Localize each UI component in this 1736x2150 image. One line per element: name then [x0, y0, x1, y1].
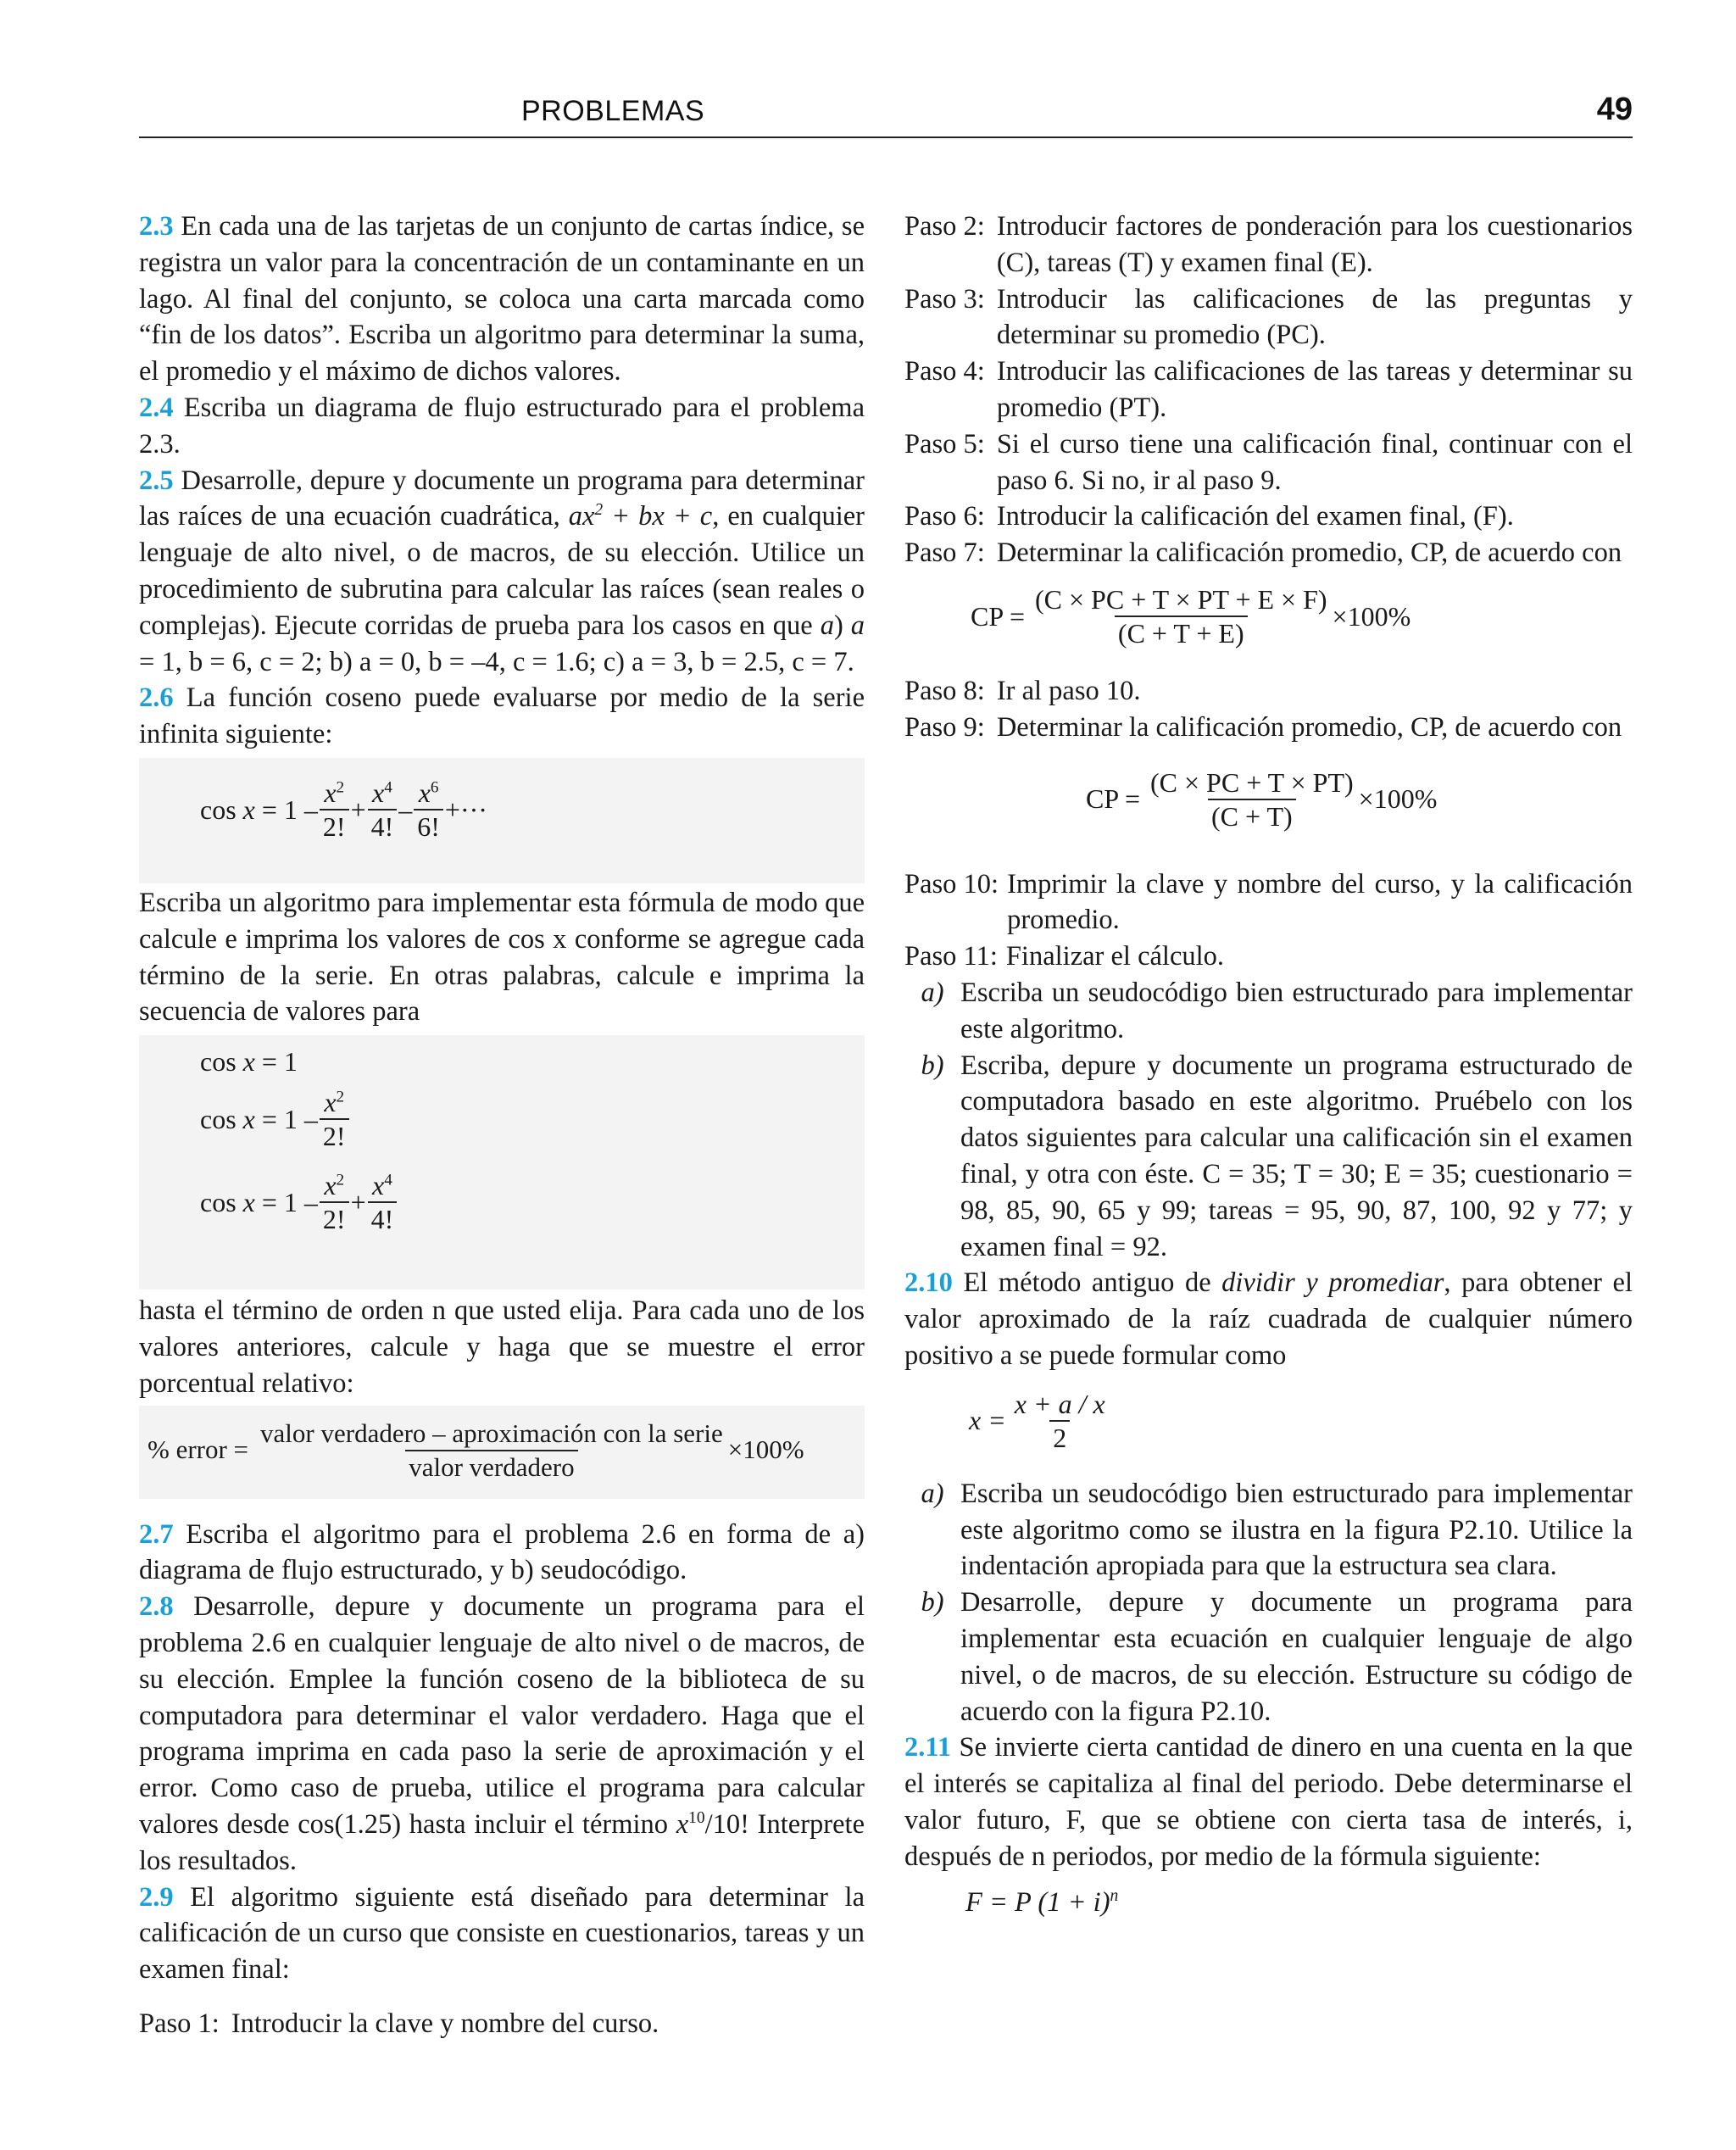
equation-denominator: valor verdadero — [405, 1450, 577, 1484]
step-11 — [904, 939, 1633, 975]
cp-equation-2-box — [904, 746, 1633, 866]
step-1 — [139, 2006, 865, 2042]
problem-2-6-error-text: hasta el término de orden n que usted elija. Para cada uno de los valores anteriores, calcule y haga que se muestre el error porcentual relativo: — [139, 1295, 865, 1399]
step-label: Paso 8: — [904, 675, 985, 706]
step-label: Paso 7: — [904, 538, 985, 569]
subitem-text: Desarrolle, depure y documente un programa para implementar esta ecuación en cualquier lenguaje de algo nivel, o de macros, de su elección. Estructure su código de acuerdo con la figura P2.10. — [960, 1587, 1633, 1727]
step-text: Si el curso tiene una calificación final, continuar con el paso 6. Si no, ir al paso 9. — [996, 428, 1633, 496]
subitem-2-10-a — [904, 1476, 1633, 1585]
percent-error-equation-box — [139, 1406, 865, 1499]
sqrt-equation — [969, 1388, 1110, 1454]
problem-text: El algoritmo siguiente está diseñado para determinar la calificación de un curso que consiste en cuestionarios, tareas y un examen final: — [139, 1881, 865, 1986]
equation-denominator: 2 — [1049, 1420, 1070, 1454]
problem-2-11 — [904, 1729, 1633, 1874]
equation-numerator: valor verdadero – aproximación con la serie — [260, 1418, 723, 1448]
header-rule — [139, 136, 1633, 138]
cosine-series-equation-box — [139, 758, 865, 883]
step-text: Introducir la calificación del examen final, (F). — [996, 501, 1514, 532]
problem-number: 2.6 — [139, 682, 174, 714]
cp-equation-2 — [1086, 766, 1437, 833]
case-var: a — [850, 610, 865, 641]
problem-text: Escriba un diagrama de flujo estructurado para el problema 2.3. — [139, 392, 865, 460]
subitem-b — [904, 1048, 1633, 1266]
subitem-text: Escriba un seudocódigo bien estructurado para implementar este algoritmo. — [960, 977, 1633, 1044]
problem-number: 2.11 — [904, 1732, 952, 1763]
step-label: Paso 10: — [904, 868, 999, 900]
equation-factor: ×100% — [727, 1434, 804, 1465]
equation-lhs: CP = — [1086, 783, 1140, 815]
subitem-text: Escriba, depure y documente un programa estructurado de computadora basado en este algoritmo. Pruébelo con los datos siguientes para calcular una calificación sin el examen final, y otra con éste. C = 35; T = 30; E = 35; cuestionario = 98, 85, 90, 65 y 99; tareas = 95, 90, 87, 100, 92 y 77; y examen final = 92. — [960, 1050, 1633, 1262]
subitem-2-10-b — [904, 1585, 1633, 1729]
step-label: Paso 9: — [904, 711, 985, 743]
problem-text-cases: = 1, b = 6, c = 2; b) a = 0, b = –4, c = 1.6; c) a = 3, b = 2.5, c = 7. — [139, 646, 854, 677]
step-7 — [904, 535, 1633, 571]
problem-2-9 — [139, 1880, 865, 1988]
problem-text: Se invierte cierta cantidad de dinero en una cuenta en la que el interés se capitaliza al final del periodo. Debe determinarse el valor futuro, F, que se obtiene con cierta tasa de interés, i, después de n periodos, por medio de la fórmula siguiente: — [904, 1732, 1633, 1872]
problem-text: Desarrolle, depure y documente un programa para el problema 2.6 en cualquier lenguaje de alto nivel o de macros, de su elección. Emplee la función coseno de la biblioteca de su computadora para determinar el valor verdadero. Haga que el programa imprima en cada paso la serie de aproximación y el error. Como caso de prueba, utilice el programa para calcular valores desde cos(1.25) hasta incluir el término $x^{10}/10$! Interprete los resultados. — [139, 1591, 865, 1876]
problem-number: 2.5 — [139, 465, 174, 496]
problem-text-rest: valor aproximado de la raíz cuadrada de cualquier número positivo a se puede formular como — [904, 1304, 1633, 1371]
step-6 — [904, 499, 1633, 535]
problem-2-10 — [904, 1265, 1633, 1373]
sqrt-equation-box — [904, 1374, 1633, 1476]
step-label: Paso 2: — [904, 211, 985, 242]
problem-text: En cada una de las tarjetas de un conjunto de cartas índice, se registra un valor para la concentración de un contaminante en un lago. Al final del conjunto, se coloca una carta marcada como “fin de los datos”. Escriba un algoritmo para determinar la suma, el promedio y el máximo de dichos valores. — [139, 211, 865, 387]
running-header-title: PROBLEMAS — [521, 95, 705, 127]
problem-text: Escriba el algoritmo para el problema 2.6 en forma de a) diagrama de flujo estructurado, y b) seudocódigo. — [139, 1518, 865, 1586]
problem-text-cont: , en cualquier lenguaje de alto nivel, o de macros, de su elección. Utilice un procedimiento de subrutina para calcular las raíces (sean reales o complejas). Ejecute corridas de prueba para los casos en que — [139, 501, 865, 641]
right-column — [904, 209, 1633, 1921]
cos-term-1: cos x = 1 — [200, 1046, 298, 1078]
step-5 — [904, 426, 1633, 499]
cosine-sequence-box — [139, 1035, 865, 1289]
subitem-label: a) — [921, 977, 944, 1008]
case-label: a — [820, 610, 834, 641]
percent-error-equation — [147, 1418, 804, 1484]
equation-numerator: (C × PC + T × PT) — [1150, 766, 1354, 798]
page-number: 49 — [1596, 92, 1633, 127]
step-text: Introducir factores de ponderación para los cuestionarios (C), tareas (T) y examen final (E). — [996, 211, 1633, 278]
problem-2-5: 2.5 Desarrolle, depure y documente un programa para determinar las raíces de una ecuación cuadrática, $ax^2$ + bx + c, en cualquier lenguaje de alto nivel, o de macros, de su elección. Utilice un procedimiento de subrutina para calcular las raíces (sean reales o complejas). Ejecute corridas de prueba para los casos en que a) a = 1, b = 6, c = 2; b) a = 0, b = –4, c = 1.6; c) a = 3, b = 2.5, c = 7. — [139, 465, 865, 677]
step-9 — [904, 710, 1633, 746]
step-4 — [904, 354, 1633, 426]
equation-numerator: x + a / x — [1014, 1388, 1105, 1419]
equation-lhs: CP = — [971, 600, 1025, 632]
step-label: Paso 5: — [904, 428, 985, 460]
step-10 — [904, 866, 1633, 939]
problem-2-4 — [139, 390, 865, 463]
step-label: Paso 1: — [139, 2008, 220, 2039]
problem-number: 2.10 — [904, 1267, 953, 1299]
quadratic-expression: $ax^2$ + bx + c — [568, 501, 713, 532]
subitem-label: b) — [921, 1050, 944, 1081]
cp-equation-1-box — [904, 571, 1633, 673]
problem-text: El método antiguo de — [963, 1267, 1222, 1299]
step-label: Paso 6: — [904, 501, 985, 532]
problem-2-7 — [139, 1517, 865, 1590]
left-column — [139, 209, 865, 2042]
problem-2-6 — [139, 680, 865, 753]
problem-2-6-continuation: Escriba un algoritmo para implementar esta fórmula de modo que calcule e imprima los valores de cos x conforme se agregue cada término de la serie. En otras palabras, calcule e imprima la secuencia de valores para — [139, 887, 865, 1028]
problem-text: La función coseno puede evaluarse por medio de la serie infinita siguiente: — [139, 682, 865, 750]
step-text: Introducir las calificaciones de las tareas y determinar su promedio (PT). — [996, 356, 1633, 423]
problem-number: 2.8 — [139, 1591, 174, 1623]
step-text: Finalizar el cálculo. — [1005, 941, 1225, 972]
problem-text: Desarrolle, depure y documente un programa para determinar las raíces de una ecuación cuadrática, — [139, 465, 865, 532]
step-8 — [904, 673, 1633, 710]
step-label: Paso 4: — [904, 356, 985, 387]
step-text: Ir al paso 10. — [996, 675, 1141, 706]
equation-denominator: (C + T) — [1208, 799, 1296, 833]
problem-number: 2.4 — [139, 392, 174, 423]
future-value-formula: F = P $(1 + i)^n$ — [965, 1887, 1119, 1919]
step-3 — [904, 281, 1633, 354]
step-2 — [904, 209, 1633, 281]
step-text: Determinar la calificación promedio, CP, de acuerdo con — [996, 711, 1622, 743]
problem-text-italic: dividir y promediar — [1221, 1267, 1444, 1299]
problem-number: 2.7 — [139, 1518, 174, 1550]
step-text: Determinar la calificación promedio, CP, de acuerdo con — [996, 538, 1622, 569]
step-text: Imprimir la clave y nombre del curso, y la calificación promedio. — [1007, 868, 1633, 936]
cosine-series-equation: cos x = 1 – $\frac{x^2}{2!}$ + $\frac{x^4}{4!}$ – $\frac{x^6}{6!}$ +··· — [200, 777, 487, 842]
equation-factor: ×100% — [1358, 783, 1438, 815]
step-label: Paso 3: — [904, 283, 985, 315]
equation-numerator: (C × PC + T × PT + E × F) — [1035, 583, 1327, 615]
subitem-text: Escriba un seudocódigo bien estructurado para implementar este algoritmo como se ilustra en la figura P2.10. Utilice la indentación apropiada para que la estructura sea clara. — [960, 1478, 1633, 1582]
equation-denominator: (C + T + E) — [1115, 615, 1248, 649]
subitem-label: a) — [921, 1478, 944, 1509]
problem-text-cont: , para obtener el — [1444, 1267, 1633, 1299]
cos-term-3: cos x = 1 – $\frac{x^2}{2!}$ + $\frac{x^4}{4!}$ — [200, 1169, 398, 1235]
problem-number: 2.3 — [139, 211, 174, 242]
problem-number: 2.9 — [139, 1881, 174, 1913]
equation-lhs: % error = — [147, 1434, 249, 1465]
problem-2-8 — [139, 1589, 865, 1879]
algorithm-steps — [904, 209, 1633, 571]
subitem-a — [904, 975, 1633, 1048]
step-text: Introducir las calificaciones de las preguntas y determinar su promedio (PC). — [996, 283, 1633, 351]
problem-2-3 — [139, 209, 865, 390]
cos-term-2: cos x = 1 – $\frac{x^2}{2!}$ — [200, 1086, 351, 1152]
equation-lhs: x = — [969, 1405, 1006, 1436]
equation-factor: ×100% — [1332, 600, 1411, 632]
subitem-label: b) — [921, 1587, 944, 1618]
cp-equation-1 — [971, 583, 1410, 649]
step-label: Paso 11: — [904, 941, 998, 972]
formula-text: F = P (1 + i) — [965, 1887, 1110, 1919]
step-text: Introducir la clave y nombre del curso. — [231, 2008, 659, 2039]
